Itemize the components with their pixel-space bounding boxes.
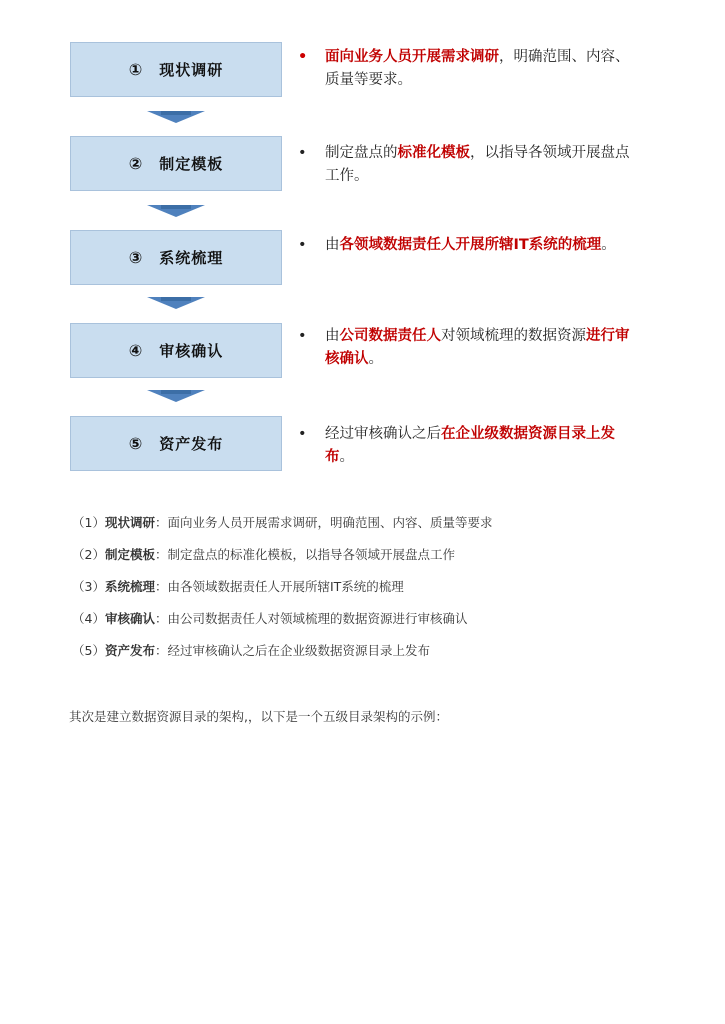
summary-separator: ： — [154, 547, 168, 562]
highlight-text: 标准化模板 — [397, 145, 470, 161]
summary-index: （3） — [72, 579, 105, 594]
step-description-5 — [298, 423, 643, 469]
description-text: 。 — [368, 351, 383, 367]
summary-separator: ： — [154, 643, 168, 658]
step-box-4 — [70, 323, 282, 378]
summary-item-5 — [72, 642, 430, 660]
summary-text: 制定盘点的标准化模板，以指导各领域开展盘点工作 — [167, 547, 455, 562]
summary-index: （4） — [72, 611, 105, 626]
down-arrow-icon — [147, 205, 205, 217]
description-text: 由 — [325, 328, 340, 344]
bullet-icon: • — [298, 328, 307, 344]
step-number: ⑤ — [128, 434, 144, 453]
summary-item-2 — [72, 546, 455, 564]
summary-item-3 — [72, 578, 404, 596]
summary-item-4 — [72, 610, 468, 628]
summary-key: 制定模板 — [104, 547, 155, 562]
bullet-icon: • — [298, 237, 307, 253]
step-number: ③ — [128, 248, 144, 267]
step-title: 制定模板 — [159, 155, 224, 173]
summary-index: （5） — [72, 643, 105, 658]
description-text: 对领域梳理的数据资源 — [441, 328, 586, 344]
highlight-text: 进行审核确认 — [325, 328, 630, 367]
description-text: ，以指导各领域开展盘点工作。 — [325, 145, 630, 184]
step-number: ① — [128, 60, 144, 79]
bullet-icon: • — [298, 49, 308, 65]
down-arrow-icon — [147, 111, 205, 123]
bullet-icon: • — [298, 145, 307, 161]
step-number: ② — [128, 154, 144, 173]
summary-key: 资产发布 — [104, 643, 155, 658]
step-description-1 — [298, 46, 643, 92]
summary-text: 由各领域数据责任人开展所辖IT系统的梳理 — [167, 579, 404, 594]
summary-separator: ： — [154, 611, 168, 626]
step-box-3 — [70, 230, 282, 285]
description-text: 由 — [325, 237, 340, 253]
description-text: 。 — [339, 449, 354, 465]
summary-separator: ： — [154, 515, 168, 530]
down-arrow-icon — [147, 390, 205, 402]
step-description-4 — [298, 325, 643, 371]
highlight-text: 公司数据责任人 — [339, 328, 441, 344]
step-box-2 — [70, 136, 282, 191]
step-title: 资产发布 — [159, 435, 224, 453]
summary-key: 现状调研 — [104, 515, 155, 530]
body-paragraph: 其次是建立数据资源目录的架构,，以下是一个五级目录架构的示例： — [69, 709, 448, 724]
summary-text: 由公司数据责任人对领域梳理的数据资源进行审核确认 — [167, 611, 468, 626]
step-box-1 — [70, 42, 282, 97]
step-description-3 — [298, 234, 658, 257]
down-arrow-icon — [147, 297, 205, 309]
summary-key: 系统梳理 — [104, 579, 155, 594]
step-number: ④ — [128, 341, 144, 360]
summary-text: 经过审核确认之后在企业级数据资源目录上发布 — [167, 643, 430, 658]
summary-text: 面向业务人员开展需求调研，明确范围、内容、质量等要求 — [167, 515, 493, 530]
description-text: 制定盘点的 — [325, 145, 398, 161]
step-box-5 — [70, 416, 282, 471]
step-title: 系统梳理 — [159, 249, 224, 267]
summary-index: （1） — [72, 515, 105, 530]
step-title: 审核确认 — [159, 342, 224, 360]
description-text: 。 — [601, 237, 616, 253]
highlight-text: 各领域数据责任人开展所辖IT系统的梳理 — [339, 237, 602, 253]
description-text: ，明确范围、内容、质量等要求。 — [325, 49, 630, 88]
highlight-text: 面向业务人员开展需求调研 — [325, 49, 499, 65]
bullet-icon: • — [298, 426, 307, 442]
summary-key: 审核确认 — [104, 611, 155, 626]
step-title: 现状调研 — [159, 61, 224, 79]
summary-separator: ： — [154, 579, 168, 594]
step-description-2 — [298, 142, 643, 188]
summary-item-1 — [72, 514, 493, 532]
summary-index: （2） — [72, 547, 105, 562]
description-text: 经过审核确认之后 — [325, 426, 441, 442]
highlight-text: 在企业级数据资源目录上发布 — [325, 426, 615, 465]
